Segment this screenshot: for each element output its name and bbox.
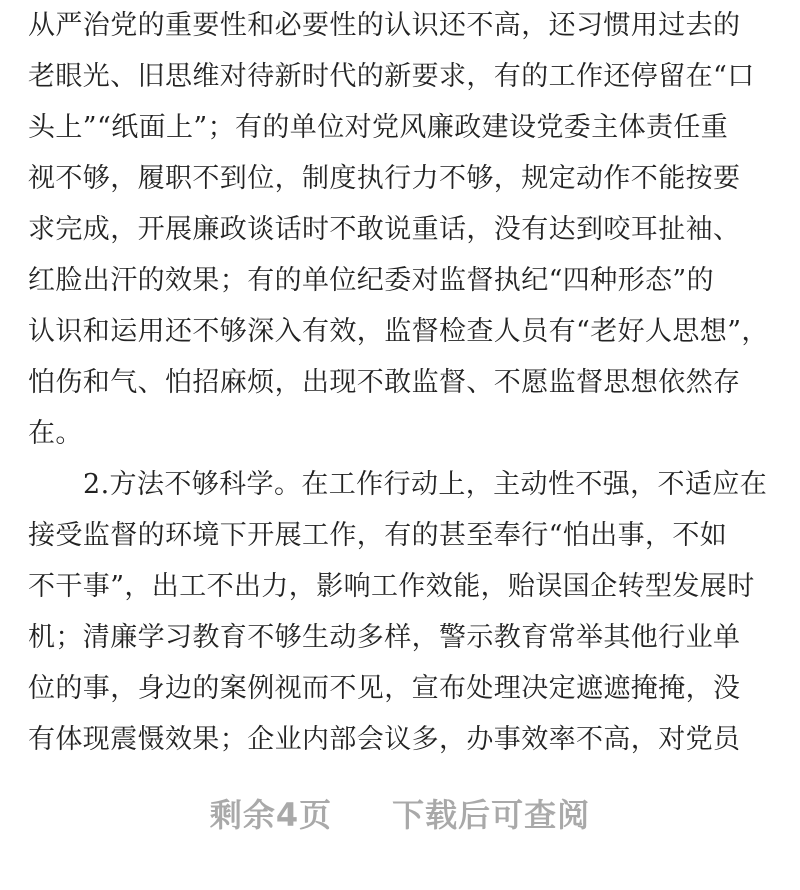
download-to-read-more-button[interactable] — [0, 778, 800, 848]
text-line: 求完成，开展廉政谈话时不敢说重话，没有达到咬耳扯袖、 — [28, 214, 741, 245]
text-line: 2.方法不够科学。在工作行动上，主动性不强，不适应在 — [83, 469, 768, 500]
remaining-pages-label: 剩余4页 — [209, 796, 333, 834]
text-line: 机；清廉学习教育不够生动多样，警示教育常举其他行业单 — [28, 622, 741, 653]
document-body — [28, 0, 780, 765]
text-line: 头上”“纸面上”；有的单位对党风廉政建设党委主体责任重 — [28, 112, 729, 143]
text-line: 不干事”，出工不出力，影响工作效能，贻误国企转型发展时 — [28, 571, 755, 602]
text-line: 红脸出汗的效果；有的单位纪委对监督执纪“四种形态”的 — [28, 265, 715, 296]
download-label: 下载后可查阅 — [392, 796, 591, 834]
text-line: 接受监督的环境下开展工作，有的甚至奉行“怕出事，不如 — [28, 520, 728, 551]
text-line: 视不够，履职不到位，制度执行力不够，规定动作不能按要 — [28, 163, 741, 194]
text-line: 老眼光、旧思维对待新时代的新要求，有的工作还停留在“口 — [28, 61, 755, 92]
text-line: 认识和运用还不够深入有效，监督检查人员有“老好人思想”， — [28, 316, 769, 347]
text-line: 在。 — [28, 418, 83, 449]
text-line: 从严治党的重要性和必要性的认识还不高，还习惯用过去的 — [28, 10, 741, 41]
text-line: 怕伤和气、怕招麻烦，出现不敢监督、不愿监督思想依然存 — [28, 367, 741, 398]
text-line: 位的事，身边的案例视而不见，宣布处理决定遮遮掩掩，没 — [28, 673, 741, 704]
text-line: 有体现震慑效果；企业内部会议多，办事效率不高，对党员 — [28, 724, 741, 755]
